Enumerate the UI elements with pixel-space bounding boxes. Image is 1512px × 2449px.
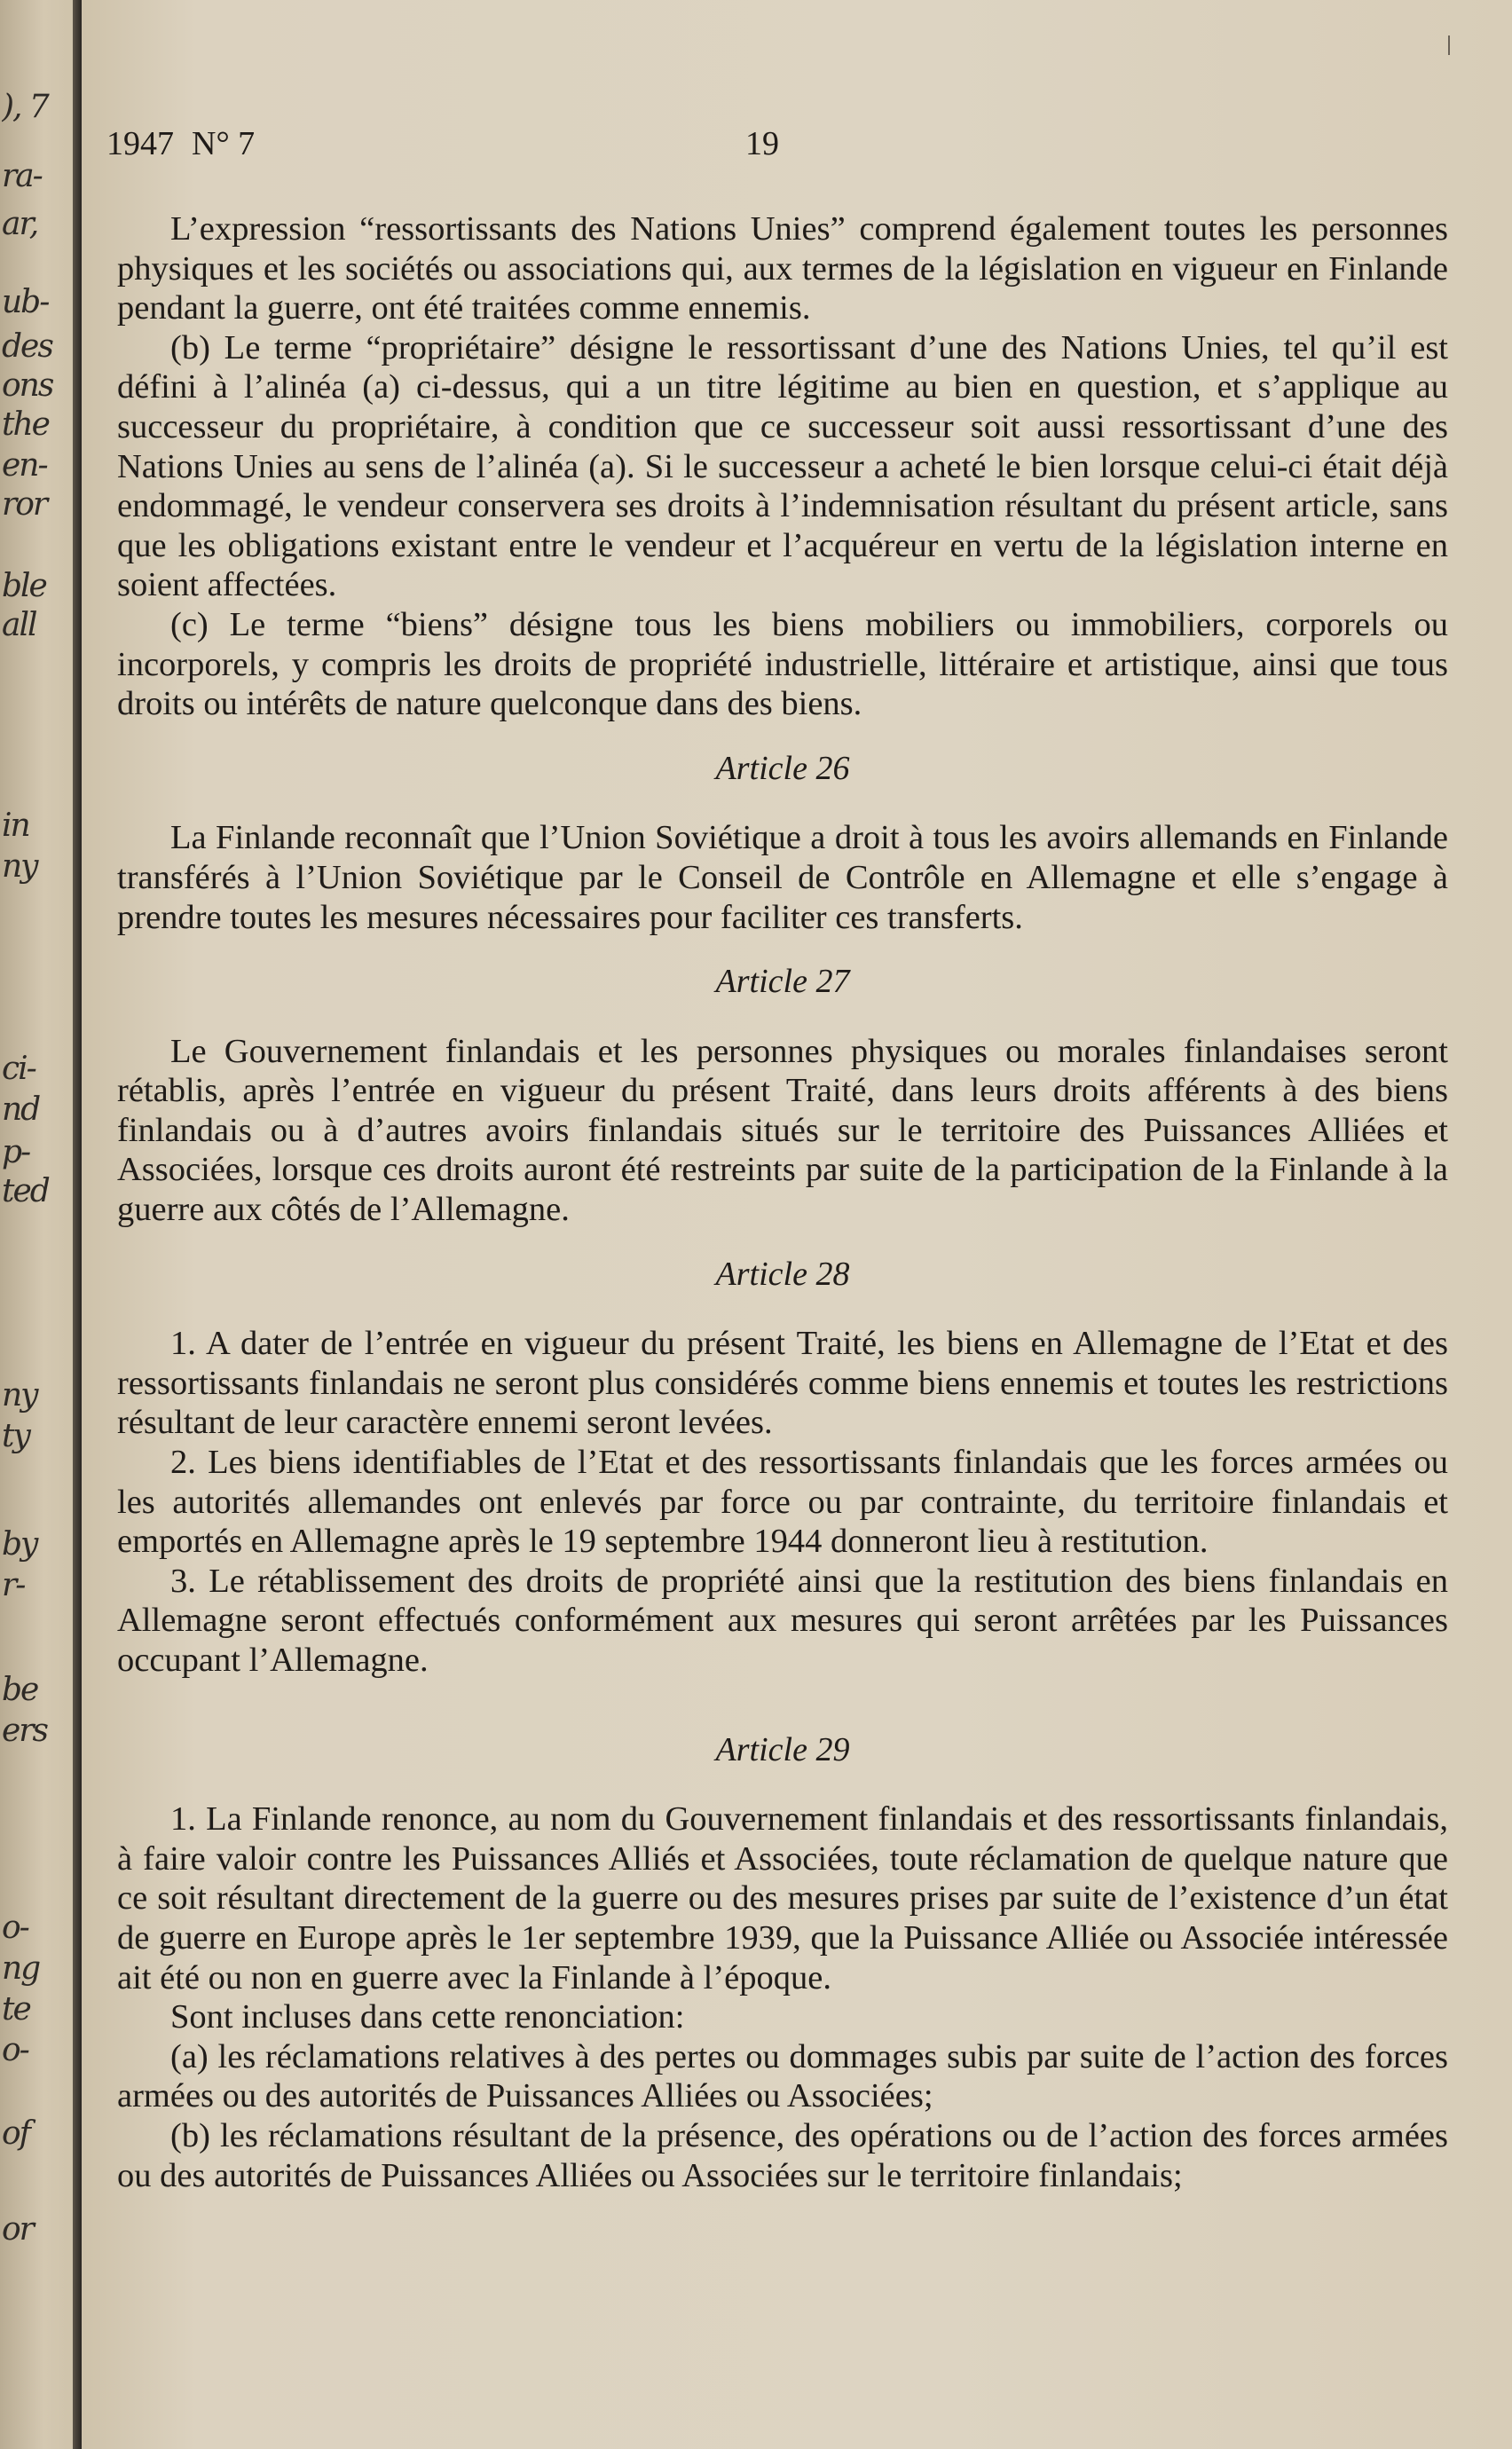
- document-page: [82, 0, 1512, 2449]
- page-number: 19: [745, 125, 779, 162]
- margin-fragment: be: [2, 1672, 38, 1708]
- paragraph: 1. A dater de l’entrée en vigueur du présent Traité, les biens en Allemagne de l’Etat et des ressortissants finlandais ne seront plus considérés comme biens ennemis et toutes les restrictions résultant de leur caractère ennemi seront levées.: [117, 1325, 1448, 1442]
- article-title: Article 26: [715, 749, 850, 787]
- margin-fragment: des: [2, 328, 52, 365]
- header-number: N° 7: [192, 125, 256, 162]
- paragraph: Sont incluses dans cette renonciation:: [170, 1998, 685, 2036]
- margin-fragment: ty: [2, 1418, 29, 1454]
- paragraph: (b) les réclamations résultant de la présence, des opérations ou de l’action des forces armées ou des autorités de Puissances Alliées ou Associées sur le territoire finlandais;: [117, 2116, 1448, 2194]
- pencil-mark: [1448, 35, 1450, 55]
- margin-fragment: ble: [2, 568, 46, 604]
- margin-fragment: ), 7: [2, 89, 48, 125]
- paragraph: 1. La Finlande renonce, au nom du Gouvernement finlandais et des ressortissants finlandais, à faire valoir contre les Puissances Alliés et Associées, toute réclamation de quelque nature que ce soit résultant directement de la guerre ou des mesures prises par suite de l’existence d’un état de guerre en Europe après le 1er septembre 1939, que la Puissance Alliée ou Associée intéressée ait été ou non en guerre avec la Finlande à l’époque.: [117, 1800, 1448, 1996]
- margin-fragment: all: [2, 607, 36, 643]
- margin-fragment: ny: [2, 848, 37, 885]
- article-title: Article 28: [715, 1255, 850, 1293]
- margin-fragment: by: [2, 1526, 37, 1563]
- body-text: [117, 209, 1448, 2195]
- paragraph: 2. Les biens identifiables de l’Etat et des ressortissants finlandais que les forces armées ou les autorités allemandes ont enlevés par force ou par contrainte, du territoire finlandais et emportés en Allemagne après le 19 septembre 1944 donneront lieu à restitution.: [117, 1444, 1448, 1561]
- margin-fragment: te: [2, 1991, 30, 2028]
- margin-fragment: ons: [2, 367, 53, 404]
- margin-fragment: en-: [2, 447, 47, 484]
- margin-fragment: nd: [2, 1091, 40, 1128]
- margin-fragment: ror: [2, 486, 47, 523]
- paragraph: 3. Le rétablissement des droits de propriété ainsi que la restitution des biens finlandais en Allemagne seront effectués conformément aux mesures qui seront arrêtées par les Puissances occupant l’Allemagne.: [117, 1562, 1448, 1679]
- paragraph: La Finlande reconnaît que l’Union Soviétique a droit à tous les avoirs allemands en Finlande transférés à l’Union Soviétique par le Conseil de Contrôle en Allemagne et elle s’engage à prendre toutes les mesures nécessaires pour faciliter ces transferts.: [117, 819, 1448, 936]
- margin-fragment: ted: [2, 1173, 49, 1209]
- paragraph: Le Gouvernement finlandais et les personnes physiques ou morales finlandaises seront rétablis, après l’entrée en vigueur du présent Traité, dans leurs droits afférents à des biens finlandais ou à d’autres avoirs finlandais situés sur le territoire des Puissances Alliées et Associées, lorsque ces droits auront été restreints par suite de la participation de la Finlande à la guerre aux côtés de l’Allemagne.: [117, 1032, 1448, 1229]
- margin-fragment: ny: [2, 1377, 37, 1413]
- paragraph: (c) Le terme “biens” désigne tous les biens mobiliers ou immobiliers, corporels ou incorporels, y compris les droits de propriété industrielle, littéraire et artistique, ainsi que tous droits ou intérêts de nature quelconque dans des biens.: [117, 605, 1448, 723]
- margin-fragment: o-: [2, 1910, 28, 1946]
- paragraph: L’expression “ressortissants des Nations Unies” comprend également toutes les personnes physiques et les sociétés ou associations qui, aux termes de la législation en vigueur en Finlande pendant la guerre, ont été traitées comme ennemis.: [117, 210, 1448, 327]
- margin-fragment: in: [2, 807, 29, 844]
- margin-fragment: o-: [2, 2032, 28, 2068]
- article-title: Article 27: [715, 963, 850, 1001]
- margin-fragment: ers: [2, 1713, 47, 1749]
- paragraph: (a) les réclamations relatives à des pertes ou dommages subis par suite de l’action des forces armées ou des autorités de Puissances Alliées ou Associées;: [117, 2037, 1448, 2115]
- adjacent-page-strip: [0, 0, 73, 2449]
- margin-fragment: r-: [2, 1567, 25, 1603]
- margin-fragment: ci-: [2, 1051, 35, 1087]
- article-title: Article 29: [715, 1730, 850, 1768]
- margin-fragment: of: [2, 2115, 29, 2152]
- book-gutter: [73, 0, 82, 2449]
- margin-fragment: ng: [2, 1950, 40, 1987]
- margin-fragment: ar,: [2, 206, 38, 242]
- paragraph: (b) Le terme “propriétaire” désigne le ressortissant d’une des Nations Unies, tel qu’il est défini à l’alinéa (a) ci-dessus, qui a un titre légitime au bien en question, et s’applique au successeur du propriétaire, à condition que ce successeur soit aussi ressortissant d’une des Nations Unies au sens de l’alinéa (a). Si le successeur a acheté le bien lorsque celui-ci était déjà endommagé, le vendeur conservera ses droits à l’indemnisation résultant du présent article, sans que les obligations existant entre le vendeur et l’acquéreur en vertu de la législation interne en soient affectées.: [117, 328, 1448, 604]
- margin-fragment: the: [2, 406, 49, 443]
- margin-fragment: ra-: [2, 158, 42, 194]
- header-year: 1947: [106, 125, 174, 162]
- margin-fragment: p-: [2, 1134, 30, 1170]
- page-header: [106, 124, 1459, 177]
- margin-fragment: ub-: [2, 284, 49, 320]
- margin-fragment: or: [2, 2211, 33, 2248]
